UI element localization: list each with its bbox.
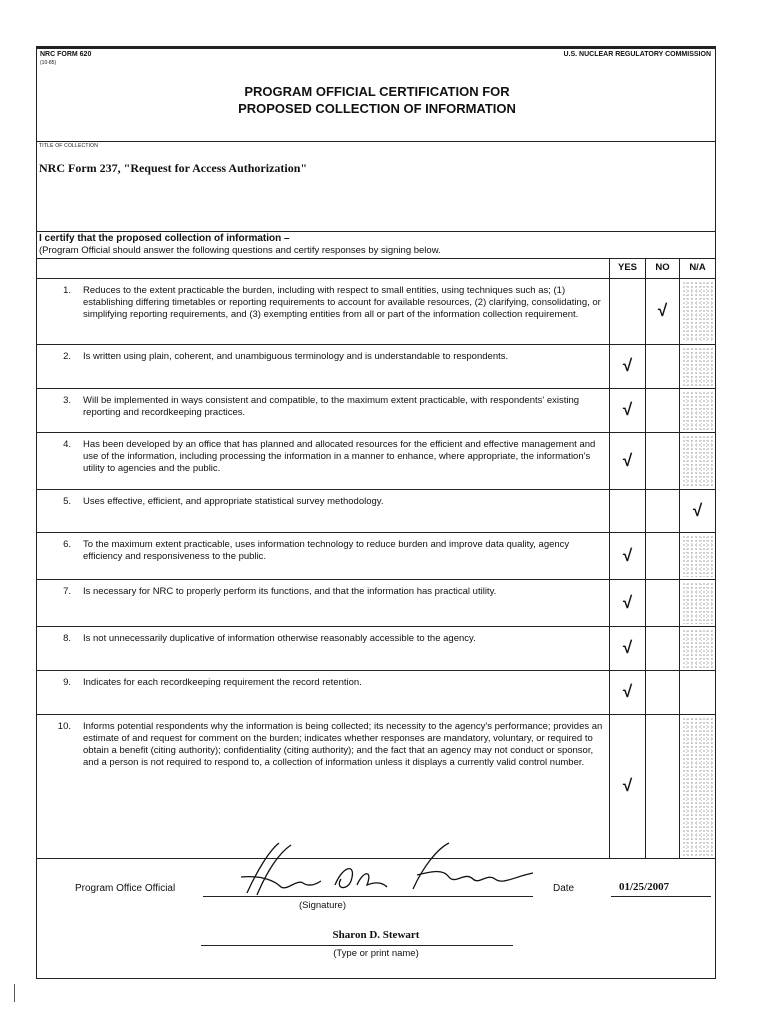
answer-cell-no[interactable] xyxy=(645,580,679,626)
form-number-label: NRC FORM 620 xyxy=(40,51,92,58)
question-row xyxy=(37,579,715,626)
check-mark-icon: √ xyxy=(622,546,633,565)
scan-noise xyxy=(682,629,713,668)
question-row xyxy=(37,344,715,388)
official-label: Program Office Official xyxy=(75,883,176,894)
answer-cell-yes[interactable] xyxy=(609,580,645,626)
collection-title-value: NRC Form 237, "Request for Access Authorization" xyxy=(39,161,308,175)
answer-cell-no[interactable] xyxy=(645,627,679,670)
answer-cell-no[interactable] xyxy=(645,433,679,489)
question-text: Is necessary for NRC to properly perform its functions, and that the information has practical utility. xyxy=(83,586,497,597)
question-number: 1. xyxy=(63,285,71,296)
date-label: Date xyxy=(553,883,575,894)
answer-cell-na[interactable] xyxy=(679,671,715,714)
scan-noise xyxy=(682,535,713,577)
certify-heading: I certify that the proposed collection of information – xyxy=(39,233,290,244)
answer-cell-na[interactable] xyxy=(679,433,715,489)
title-line-1: PROGRAM OFFICIAL CERTIFICATION FOR xyxy=(244,84,510,99)
answer-cell-yes[interactable] xyxy=(609,715,645,858)
answer-cell-yes[interactable] xyxy=(609,345,645,388)
answer-cell-yes[interactable] xyxy=(609,389,645,432)
question-text: Uses effective, efficient, and appropriate statistical survey methodology. xyxy=(83,496,384,507)
question-number: 9. xyxy=(63,677,71,688)
answer-cell-no[interactable] xyxy=(645,671,679,714)
answer-cell-na[interactable] xyxy=(679,715,715,858)
scan-noise xyxy=(682,281,713,342)
printed-name-caption: (Type or print name) xyxy=(333,948,419,959)
answer-cell-yes[interactable] xyxy=(609,279,645,344)
question-row xyxy=(37,714,715,858)
question-number: 3. xyxy=(63,395,71,406)
signature-caption: (Signature) xyxy=(299,900,346,911)
collection-title-label: TITLE OF COLLECTION xyxy=(39,143,99,149)
answer-cell-no[interactable] xyxy=(645,490,679,532)
answer-cell-no[interactable] xyxy=(645,345,679,388)
scan-noise xyxy=(682,582,713,624)
question-row xyxy=(37,432,715,489)
signature-block xyxy=(37,858,715,979)
question-text: To the maximum extent practicable, uses information technology to reduce burden and improve data quality, agency efficiency and responsiveness to the public. xyxy=(83,539,570,562)
answer-cell-na[interactable] xyxy=(679,490,715,532)
column-header-yes: YES xyxy=(609,258,645,278)
answer-cell-no[interactable] xyxy=(645,715,679,858)
question-row xyxy=(37,388,715,432)
check-mark-icon: √ xyxy=(622,356,633,375)
handwritten-signature xyxy=(217,841,537,897)
question-number: 10. xyxy=(57,721,71,732)
check-mark-icon: √ xyxy=(622,682,633,701)
scan-margin-mark xyxy=(14,984,15,1002)
answer-cell-na[interactable] xyxy=(679,627,715,670)
question-number: 2. xyxy=(63,351,71,362)
question-row xyxy=(37,670,715,714)
answer-cell-yes[interactable] xyxy=(609,627,645,670)
certify-instruction: (Program Official should answer the following questions and certify responses by signing below. xyxy=(39,245,441,256)
check-mark-icon: √ xyxy=(692,501,703,520)
question-number: 4. xyxy=(63,439,71,450)
scan-noise xyxy=(682,347,713,386)
question-row xyxy=(37,489,715,532)
column-header-na: N/A xyxy=(679,258,715,278)
title-line-2: PROPOSED COLLECTION OF INFORMATION xyxy=(238,101,516,116)
answer-cell-yes[interactable] xyxy=(609,433,645,489)
divider xyxy=(37,141,715,142)
question-text: Is written using plain, coherent, and unambiguous terminology and is understandable to respondents. xyxy=(83,351,509,362)
check-mark-icon: √ xyxy=(622,776,633,795)
question-text: Is not unnecessarily duplicative of information otherwise reasonably accessible to the agency. xyxy=(83,633,476,644)
date-line xyxy=(611,896,711,897)
agency-name: U.S. NUCLEAR REGULATORY COMMISSION xyxy=(563,51,711,58)
check-mark-icon: √ xyxy=(622,400,633,419)
signature-line[interactable] xyxy=(203,896,533,897)
question-number: 8. xyxy=(63,633,71,644)
scan-noise xyxy=(682,435,713,487)
question-text: Informs potential respondents why the information is being collected; its necessity to the agency's performance; provides an estimate of and request for comment on the burden; indicates whether responses are mandatory, voluntary, or required to obtain a benefit (citing authority); confidentiality (citing authority); and the fact that an agency may not conduct or sponsor, and a person is not required to respond to, a collection of information unless it displays a currently valid control number. xyxy=(83,721,603,768)
form-revision: (10-85) xyxy=(40,60,57,66)
printed-name: Sharon D. Stewart xyxy=(332,929,420,941)
question-text: Indicates for each recordkeeping requirement the record retention. xyxy=(83,677,362,688)
question-text: Reduces to the extent practicable the burden, including with respect to small entities, using techniques such as; (1) establishing differing timetables or reporting requirements to account for available resources, (2) clarifying, consolidating, or simplifying reporting requirements, and (3) exempting entities from all or part of the information collection requirement. xyxy=(83,285,601,320)
question-number: 6. xyxy=(63,539,71,550)
answer-cell-yes[interactable] xyxy=(609,490,645,532)
column-header-no: NO xyxy=(645,258,679,278)
form-number xyxy=(40,51,91,67)
scan-noise xyxy=(682,717,713,856)
answer-cell-no[interactable] xyxy=(645,389,679,432)
answer-cell-na[interactable] xyxy=(679,533,715,579)
answer-cell-no[interactable] xyxy=(645,533,679,579)
answer-cell-yes[interactable] xyxy=(609,533,645,579)
answer-cell-na[interactable] xyxy=(679,345,715,388)
form-title xyxy=(37,83,717,117)
answer-cell-na[interactable] xyxy=(679,580,715,626)
question-row xyxy=(37,532,715,579)
answer-cell-yes[interactable] xyxy=(609,671,645,714)
printed-name-line xyxy=(201,945,513,946)
nrc-form-620 xyxy=(36,46,716,979)
check-mark-icon: √ xyxy=(622,593,633,612)
answer-cell-na[interactable] xyxy=(679,279,715,344)
check-mark-icon: √ xyxy=(622,451,633,470)
scan-noise xyxy=(682,391,713,430)
question-number: 5. xyxy=(63,496,71,507)
check-mark-icon: √ xyxy=(657,301,668,320)
question-number: 7. xyxy=(63,586,71,597)
answer-cell-no[interactable] xyxy=(645,279,679,344)
question-text: Will be implemented in ways consistent and compatible, to the maximum extent practicable, with respondents' existing reporting and recordkeeping practices. xyxy=(83,395,580,418)
date-value: 01/25/2007 xyxy=(619,881,670,893)
question-row xyxy=(37,278,715,344)
check-mark-icon: √ xyxy=(622,638,633,657)
question-text: Has been developed by an office that has planned and allocated resources for the efficient and effective management and use of the information, including processing the information in a manner to enhance, where appropriate, the information's utility to agencies and the public. xyxy=(83,439,596,474)
divider xyxy=(37,231,715,232)
question-row xyxy=(37,626,715,670)
answer-cell-na[interactable] xyxy=(679,389,715,432)
